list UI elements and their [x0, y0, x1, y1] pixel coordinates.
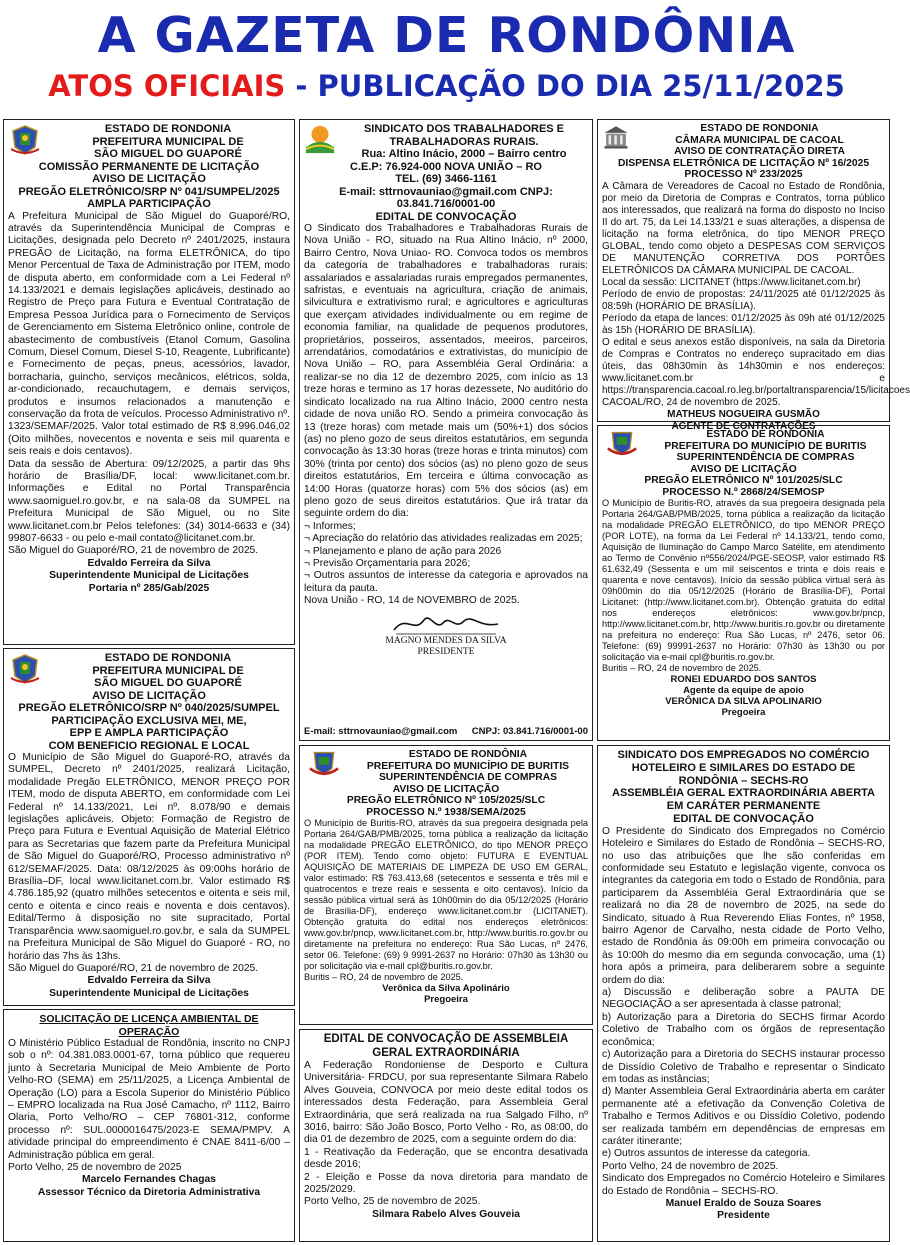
signature-line: Silmara Rabelo Alves Gouveia — [372, 1208, 520, 1220]
subtitle-separator: - — [285, 69, 318, 103]
notice-signature — [602, 674, 885, 718]
notice-body: O Município de São Miguel do Guaporé-RO, através da SUMPEL, Decreto nº 2401/2025, realizará Licitação, modalidade Pregão ELETRÔNICO, MENOR PREÇO POR ITEM, modo de disputa ABERTO, em conformidade com Lei Federal nº 14.133/2021, Lei nº. 8.078/90 e demais legislações aplicáveis. Objeto: Formação de Registro de Preço para Futura e Eventual Aquisição de Material Elétrico para as Secretarias que fazem parte da Prefeitura Municipal de São Miguel do Guaporé/RO, Processo administrativo nº 612/SEMAF/2025. Data: 08/12/2025 às 09:00hs horário de Brasília–DF, local www.licitanet.com.br. Valor estimado R$ 4.786.185,92 (quatro milhões setecentos e oitenta e seis mil, cento e oitenta e cinco reais e noventa e dois centavos). Edital/Termo à disposição no site supracitado, Portal Transparência www.saomiguel.ro.gov.br, e sala da SUMPEL na Prefeitura Municipal de São Miguel do Guaporé - RO, no horário das 7hs às 13hs. — [8, 752, 290, 962]
signature-line: Pregoeira — [721, 707, 766, 718]
notice-place-date: Nova União - RO, 14 de NOVEMBRO de 2025. — [304, 595, 520, 607]
signature-line: VERÔNICA DA SILVA APOLINARIO — [665, 696, 822, 707]
signature-line: Edvaldo Ferreira da Silva — [87, 975, 211, 987]
notice-body: O Presidente do Sindicato dos Empregados no Comércio Hoteleiro e Similares do Estado de Rondônia – SECHS-RO, no uso das atribuições que lhe são conferidas em conformidade seu Estatuto e legislação vigente, convoca os integrantes da categoria em todo o Estado de Rondônia, para participarem da Assembléia Geral Extraordinária que se realizará no dia 28 de novembro de 2025, na sede do Sindicato, situado à Rua Reverendo Elias Fontes, nº 1958, bairro Agenor de Carvalho, nesta cidade de Porto Velho, estado de Rondônia às 09:00h em primeira convocação ou às 10:00h do mesmo dia em segunda convocação, uma (1) hora após a primeira, para deliberarem sobre a seguinte ordem do dia: — [602, 825, 885, 986]
notice-body: A Câmara de Vereadores de Cacoal no Estado de Rondônia, por meio da Diretoria de Compras e Contratos, torna público aos interessados, que realizará na forma do disposto no Inciso II do art. 75, da Lei 14.133/21 e suas alterações, a dispensa de licitação na forma eletrônica, do tipo MENOR PREÇO GLOBAL, tendo como objeto a DESPESAS COM SERVIÇOS DE MANUTENÇÃO CORRETIVA DOS PORTÕES ELETRÔNICOS DA CÂMARA MUNICIPAL DE CACOAL. — [602, 180, 885, 276]
agenda-list — [602, 987, 885, 1161]
header-line: PREGÃO ELETRÔNICO Nº 101/2025/SLC — [644, 475, 843, 486]
buritis-coat-of-arms-icon — [304, 749, 344, 779]
notice-header — [304, 123, 588, 223]
notice-sao-miguel-pregao-041 — [3, 119, 295, 645]
header-line: DISPENSA ELETRÔNICA DE LICITAÇÃO Nº 16/2025 — [617, 157, 870, 169]
header-line: PROCESSO Nº 233/2025 — [684, 169, 803, 180]
signature-line: Marcelo Fernandes Chagas — [82, 1174, 216, 1186]
header-line: PREFEITURA DO MUNICÍPIO DE BURITIS — [664, 440, 867, 452]
agenda-item: b) Autorização para a Diretoria do SECHS firmar Acordo Coletivo de Trabalho com os órgãos de representação econômica; — [602, 1011, 885, 1048]
header-line: Rua: Altino Inácio, 2000 – Bairro centro — [361, 148, 567, 160]
signature-line: MATHEUS NOGUEIRA GUSMÃO — [667, 408, 820, 420]
notice-buritis-pregao-101 — [597, 425, 890, 741]
signature-line: Presidente — [717, 1210, 770, 1222]
atos-oficiais-label: ATOS OFICIAIS — [48, 69, 286, 103]
notice-header — [602, 123, 885, 181]
notice-header — [304, 749, 588, 818]
notice-signature — [8, 975, 290, 1000]
header-line: AVISO DE LICITAÇÃO — [92, 689, 206, 702]
header-line: ESTADO DE RONDÔNIA — [408, 749, 528, 760]
header-line: SÃO MIGUEL DO GUAPORÉ — [94, 677, 242, 689]
notice-place-date: CACOAL/RO, 24 de novembro de 2025. — [602, 396, 781, 408]
header-line: C.E.P: 76.924-000 NOVA UNIÃO – RO — [350, 160, 542, 173]
header-line: AMPLA PARTICIPAÇÃO — [87, 198, 211, 210]
header-line: SUPERINTENDÊNCIA DE COMPRAS — [378, 772, 558, 783]
header-line: EM CARÁTER PERMANENTE — [666, 800, 821, 813]
notice-place-date: Porto Velho, 25 de novembro de 2025. — [304, 1196, 481, 1208]
notice-closing: Sindicato dos Empregados no Comércio Hoteleiro e Similares do Estado de Rondônia – SECHS-RO. — [602, 1173, 885, 1197]
agenda-list — [304, 1147, 588, 1197]
edition-subtitle — [0, 66, 893, 106]
header-line: PROCESSO N.º 1938/SEMA/2025 — [366, 806, 526, 818]
notice-sao-miguel-pregao-040 — [3, 648, 295, 1006]
footer-email: E-mail: sttrnovauniao@gmail.com — [304, 726, 458, 737]
agenda-item: ¬ Informes; — [304, 520, 356, 532]
notice-header — [8, 123, 290, 211]
header-line: ASSEMBLÉIA GERAL EXTRAORDINÁRIA ABERTA — [612, 787, 875, 800]
header-line: PREGÃO ELETRÔNICO/SRP Nº 040/2025/SUMPEL — [18, 702, 280, 714]
agenda-item: ¬ Planejamento e plano de ação para 2026 — [304, 545, 502, 557]
header-line: ESTADO DE RONDONIA — [104, 123, 232, 135]
header-line: HOTELEIRO E SIMILARES DO ESTADO DE — [631, 761, 856, 774]
notice-body: O Município de Buritis-RO, através da sua pregoeira designada pela Portaria 264/GAB/PMB/2025, torna pública a realização da licitação na modalidade PREGÃO ELETRÔNICO, do tipo MENOR PREÇO (POR ITEM). Tendo como objeto: FUTURA E EVENTUAL AQUISIÇÃO DE MATERIAIS DE LIMPEZA DE USO EM GERAL, valor estimado: R$ 763.413,68 (setecentos e sessenta e três mil e quatrocentos e treze reais e sessenta e oito centavos). Início da sessão pública virtual será às 10h00min do dia 05/12/2025 (Horário de Brasília-DF), endereço www.licitanet.com.br (LICITANET). Obtenção gratuita do edital nos endereços eletrônicos: www.gov.br/pncp, www.licitanet.com.br, http://www.buritis.ro.gov.br ou diretamente na prefeitura no endereço: Rua São Lucas, nº 2476, setor 06. Telefone: (69) 9 9991-2637 no Horário: 07h30 às 13h30 ou por solicitação via e-mail cpl@buritis.ro.gov.br. — [304, 818, 588, 971]
notice-place-date: Buritis – RO, 24 de novembro de 2025. — [602, 663, 762, 673]
header-line: ESTADO DE RONDONIA — [700, 123, 819, 134]
notice-header — [602, 429, 885, 498]
notice-header — [304, 1033, 588, 1060]
notice-place-date: Porto Velho, 24 de novembro de 2025. — [602, 1160, 779, 1172]
header-line: EDITAL DE CONVOCAÇÃO — [375, 210, 517, 223]
header-line: PROCESSO N.º 2868/24/SEMOSP — [662, 486, 825, 498]
header-line: TRABALHADORAS RURAIS. — [389, 135, 539, 148]
notice-body: O Sindicato dos Trabalhadores e Trabalhadoras Rurais de Nova União - RO, situado na Rua Altino Inácio, nº 2000, Bairro Centro, Nova Uniao- RO. Convoca todos os membros da categoria de trabalhadores e trabalhadoras rurais: assalariados e assalariadas rurais empregados permanentes, safristas, e eventuais na agricultura, criação de animais, silvicultura e extrativismo rural; e agricultores e agriculturas que exerçam atividades individualmente ou em regime de economia familiar, na qualidade de pequenos produtores, proprietários, posseiros, assentados, meeiros, parceiros, arrendatários, comodatários e extrativistas, do município de Nova União – RO, para Assembléia Geral Ordinária: a realizar-se no dia 12 de dezembro 2025, com início as 13 treze horas e termino as 17 horas dezessete, No auditório do sindicato localizado na rua Altino Inácio, 2000 centro nesta cidade de nova união RO. Sendo a primeira convocação às 13 (treze horas) com metade mais um (50%+1) dos sócios (as) no pleno gozo de seus direitos estatutários, em segunda convocação às 13:30 horas (treze horas e trinta minutos) com 30% (trinta por cento) dos sócios (as) no pleno gozo de seus direitos estatutários, Em terceira e última convocação as 14:00 Horas (quatorze horas) com 5% dos sócios (as) em pleno gozo de seus direitos estatutários. Que irá tratar da seguinte ordem do dia: — [304, 223, 588, 520]
sao-miguel-coat-of-arms-icon — [8, 123, 42, 157]
header-line: PARTICIPAÇÃO EXCLUSIVA MEI, ME, — [51, 714, 247, 727]
agenda-item: ¬ Apreciação do relatório das atividades realizadas em 2025; — [304, 533, 583, 545]
agenda-item: ¬ Outros assuntos de interesse da categoria e aprovados na leitura da pauta. — [304, 570, 588, 594]
header-line: SINDICATO DOS TRABALHADORES E — [363, 123, 565, 135]
newspaper-title: A GAZETA DE RONDÔNIA — [97, 7, 796, 64]
notice-place-date: Porto Velho, 25 de novembro de 2025 — [8, 1162, 182, 1174]
notice-footer — [304, 726, 588, 737]
signature-line: MAGNO MENDES DA SILVA — [385, 635, 507, 646]
detail-line: Período da etapa de lances: 01/12/2025 às 09h até 01/12/2025 às 15h (HORÁRIO DE BRASÍLIA). — [602, 312, 885, 336]
signature-line: Edvaldo Ferreira da Silva — [87, 557, 211, 569]
header-line: EDITAL DE CONVOCAÇÃO — [673, 812, 814, 825]
buritis-coat-of-arms-icon — [602, 429, 642, 459]
header-line: PREFEITURA MUNICIPAL DE — [92, 135, 244, 148]
header-line: SINDICATO DOS EMPREGADOS NO COMÉRCIO — [617, 749, 870, 761]
footer-cnpj: CNPJ: 03.841.716/0001-00 — [471, 726, 588, 737]
signature-line: Agente da equipe de apoio — [683, 685, 804, 696]
signature-line: Verônica da Silva Apolinário — [382, 983, 510, 994]
signature-line: Manuel Eraldo de Souza Soares — [665, 1197, 822, 1209]
masthead — [0, 0, 893, 115]
header-line: SÃO MIGUEL DO GUAPORÉ — [94, 148, 242, 160]
agenda-item: d) Manter Assembleia Geral Extraordinária aberta em caráter permanente até a efetivação da Convenção Coletiva de Trabalho e Termos Aditivos e ou Dissídio Coletivo, podendo ser realizada também em dependências de empresas em caráter itinerante; — [602, 1086, 885, 1147]
header-line: ESTADO DE RONDONIA — [104, 652, 232, 664]
handwritten-signature-icon — [386, 612, 506, 636]
notice-signature — [8, 1174, 290, 1199]
notice-frdcu-assembleia — [299, 1029, 593, 1242]
header-line: SUPERINTENDÊNCIA DE COMPRAS — [676, 452, 855, 463]
sao-miguel-coat-of-arms-icon — [8, 652, 42, 686]
header-line: PREFEITURA DO MUNICÍPIO DE BURITIS — [366, 760, 570, 772]
notice-body-session: Data da sessão de Abertura: 09/12/2025, a partir das 9hs horário de Brasília/DF, local: www.licitanet.com.br. Informações e Edital no Portal Transparência www.saomiguel.ro.gov.br, e na sala-08 da SUMPEL na Prefeitura Municipal de São Miguel, ou no Site www.licitanet.com.br Pelos telefones: (34) 3014-6633 e (34) 99807-6633 - ou pelo e-mail contato@licitanet.com.br. — [8, 458, 290, 545]
notice-body: O Município de Buritis-RO, através da sua pregoeira designada pela Portaria 264/GAB/PMB/2025, torna pública a realização da licitação na modalidade PREGÃO ELETRÔNICO, do tipo MENOR PREÇO (POR LOTE), na forma da Lei Federal nº 14.133/21, tendo como, Aquisição de Iluminação do Campo Marco Satélite, em atendimento ao Termo de Convênio nº556/2024/PGE-SEOSP, valor estimado R$ 61.632,49 (Sessenta e um mil seiscentos e trinta e dois reais e quarenta e nove centavos). Início da sessão pública virtual será às 09h00min do dia 05/12/2025 (Horário de Brasília-DF), Portal Licitanet: (http://www.licitanet.com.br). Obtenção gratuita do edital nos endereços eletrônicos: www.gov.br/pncp, http://www.licitanet.com.br, http://www.buritis.ro.gov.br ou diretamente na prefeitura no endereço: Rua São Lucas, nº 2476, setor 06. Telefone: (69) 99991-2637 no Horário: 07h30 às 13h30 ou por solicitação via e-mail cpl@buritis.ro.gov.br. — [602, 498, 885, 662]
header-line: PREFEITURA MUNICIPAL DE — [92, 664, 244, 677]
notice-signature — [8, 558, 290, 595]
notice-signature — [602, 1198, 885, 1223]
notice-place-date: Buritis – RO, 24 de novembro de 2025. — [304, 972, 464, 982]
header-line: TEL. (69) 3466-1161 — [395, 173, 497, 185]
detail-line: O edital e seus anexos estão disponíveis, na sala da Diretoria de Compras e Contratos no endereço supracitado em dias úteis, das 08h30min às 14h30min e nos endereços: www.licitanet.com.br e https://transparencia.cacoal.ro.leg.br/portaltransparencia/15/licitacoes — [602, 336, 910, 396]
header-line: EPP E AMPLA PARTICIPAÇÃO — [69, 727, 229, 739]
header-line: COMISSÃO PERMANENTE DE LICITAÇÃO — [38, 160, 260, 173]
header-line: AVISO DE CONTRATAÇÃO DIRETA — [674, 146, 845, 157]
notice-sindicato-rurais — [299, 119, 593, 741]
notice-body: A Federação Rondoniense de Desporto e Cultura Universitária- FRDCU, por sua representante Silmara Rabelo Alves Gouveia, CONVOCA por meio deste edital todos os interessados desta Federação, para Assembleia Geral Extraordinária, que será realizada na rua Salgado Filho, nº 3016, bairro: São João Bosco, Porto Velho - Ro, as 08:00, do dia 01 de dezembro de 2025, com a seguinte ordem do dia: — [304, 1060, 588, 1146]
signature-line: PRESIDENTE — [417, 646, 475, 657]
agenda-item: ¬ Previsão Orçamentaria para 2026; — [304, 557, 471, 569]
notice-body: A Prefeitura Municipal de São Miguel do Guaporé/RO, através da Superintendência Municipal de Compras e Licitações, designada pelo Decreto nº 2401/2025, instaura PREGÃO de Licitação, na forma ELETRÔNICA, do tipo Menor Percentual de Taxa de Administração por ITEM, modo de disputa aberto, em conformidade com a Lei Federal nº 14.133/2021 e demais legislações aplicáveis, destinado ao Registro de Preço para Futura e Eventual Contratação de Empresa Pessoa Jurídica para o Fornecimento de Serviços de Gerenciamento em Sistema Eletrônico online, controle de abastecimento de combustíveis (Etanol Comum, Gasolina Comum, Diesel Comum, Diesel S-10, Reagente, Lubrificante) e Fornecimento de peças, pneus, acessórios, lavador, borracharia, guincho, serviços mecânicos, elétricos, solda, ar-condicionado, recauchutagem, e demais serviços, produtos e insumos relacionados a manutenção e conservação da frota de veículos. Processo Administrativo nº. 1323/SEMAF/2025. Valor total estimado de R$ 8.996.046,02 (Oito milhões, novecentos e noventa e seis mil quarenta e seis reais e dois centavos). — [8, 210, 290, 458]
detail-line: Período de envio de propostas: 24/11/2025 até 01/12/2025 às 08:59h (HORÁRIO DE BRASÍLIA). — [602, 288, 885, 312]
agenda-item: 1 - Reativação da Federação, que se encontra desativada desde 2016; — [304, 1146, 588, 1171]
agenda-item: a) Discussão e deliberação sobre a PAUTA DE NEGOCIAÇÃO a ser apresentada à classe patronal; — [602, 987, 885, 1011]
header-line: ESTADO DE RONDÔNIA — [706, 429, 825, 440]
signature-line: Superintendente Municipal de Licitações — [49, 570, 249, 582]
notice-signature — [304, 636, 588, 658]
signature-line: Superintendente Municipal de Licitações — [49, 987, 249, 999]
agenda-item: 2 - Eleição e Posse da nova diretoria para mandato de 2025/2029. — [304, 1171, 588, 1196]
sindicato-rural-logo-icon — [304, 123, 336, 155]
header-line: 03.841.716/0001-00 — [396, 198, 496, 210]
notice-licenca-ambiental — [3, 1009, 295, 1242]
header-line: COM BENEFICIO REGIONAL E LOCAL — [48, 739, 250, 752]
header-line: CÂMARA MUNICIPAL DE CACOAL — [675, 134, 844, 146]
camara-cacoal-building-icon — [602, 123, 630, 151]
signature-line: Portaria nº 285/Gab/2025 — [88, 582, 210, 594]
notice-title: SOLICITAÇÃO DE LICENÇA AMBIENTAL DE OPERAÇÃO — [39, 1013, 259, 1038]
header-line: RONDÔNIA – SECHS-RO — [678, 774, 809, 787]
notice-sechs-assembleia — [597, 745, 890, 1242]
publication-date-label: PUBLICAÇÃO DO DIA 25/11/2025 — [317, 69, 845, 103]
session-details — [602, 276, 910, 397]
header-line: AVISO DE LICITAÇÃO — [92, 173, 206, 185]
header-line: GERAL EXTRAORDINÁRIA — [372, 1046, 520, 1059]
header-line: PREGÃO ELETRÔNICO/SRP Nº 041/SUMPEL/2025 — [18, 185, 280, 198]
signature-line: RONEI EDUARDO DOS SANTOS — [670, 674, 817, 685]
header-line: AVISO DE LICITAÇÃO — [392, 783, 500, 795]
header-line: EDITAL DE CONVOCAÇÃO DE ASSEMBLEIA — [323, 1033, 569, 1045]
notice-place-date: São Miguel do Guaporé/RO, 21 de novembro de 2025. — [8, 962, 259, 974]
notice-body: O Ministério Público Estadual de Rondônia, inscrito no CNPJ sob o nº: 04.381.083.0001-67, torna público que requereu junto à Secretaria Municipal de Meio Ambiente de Porto Velho-RO (SEMA) em 25/11/2025, a Licença Ambiental de Operação (LO) para a Escola Superior do Ministério Público – EMPRO localizada na Rua José Camacho, nº 1112, Bairro Olaria, Porto Velho/RO – CEP 76801-312, conforme processo nº: SUL.0000016475/2023-E SEMA/PMPV. A atividade principal do empreendimento é CNAE 8411-6/00 – Administração pública em geral. — [8, 1038, 290, 1161]
header-line: AVISO DE LICITAÇÃO — [690, 463, 797, 475]
agenda-list — [304, 521, 588, 595]
agenda-item: c) Autorização para a Diretoria do SECHS instaurar processo de Dissídio Coletivo de Trabalho e representar o Sindicato em todas as instâncias; — [602, 1049, 885, 1085]
notice-cacoal-dispensa — [597, 119, 910, 432]
detail-line: Local da sessão: LICITANET (https://www.licitanet.com.br) — [602, 276, 861, 288]
notice-header — [602, 749, 885, 826]
notice-header — [8, 652, 290, 752]
notice-signature — [304, 1209, 588, 1221]
signature-line: Pregoeira — [424, 994, 468, 1005]
notice-buritis-pregao-105 — [299, 745, 593, 1025]
agenda-item: e) Outros assuntos de interesse da categoria. — [602, 1148, 811, 1160]
notice-place-date: São Miguel do Guaporé/RO, 21 de novembro de 2025. — [8, 545, 259, 557]
signature-line: AGENTE DE CONTRATAÇÕES — [671, 420, 816, 432]
signature-line: Assessor Técnico da Diretoria Administrativa — [37, 1186, 261, 1198]
header-line: PREGÃO ELETRÔNICO Nº 105/2025/SLC — [346, 795, 546, 806]
notice-signature — [304, 983, 588, 1005]
header-line: E-mail: sttrnovauniao@gmail.com CNPJ: — [339, 185, 553, 198]
